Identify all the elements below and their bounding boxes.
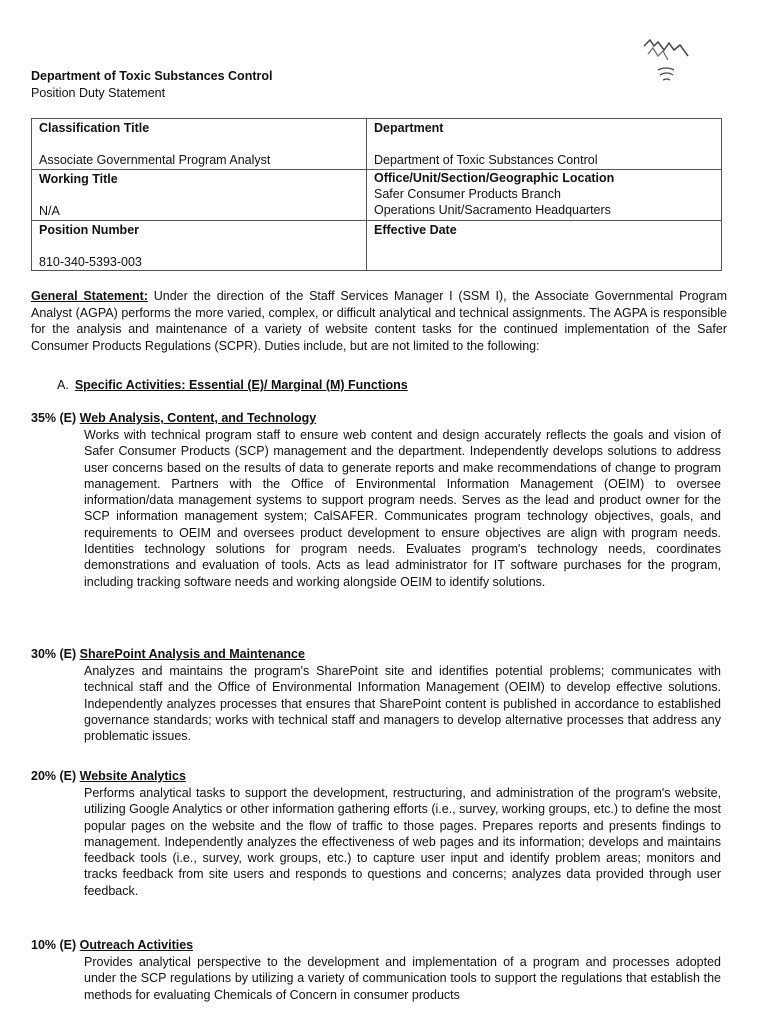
duty-description: Works with technical program staff to ensure web content and design accurately reflects the goals and vision of Safer Consumer Products (SCP) management and the department. Independently develops solutions to address user concerns based on the results of data to generate reports and make recommendations of change to program management. Partners with the Office of Environmental Information Management (OEIM) to oversee information/data management systems to support program needs. Serves as the lead and product owner for the SCP information management system; CalSAFER. Communicates program technology objectives, goals, and requirements to OEIM and oversees product development to ensure objectives are align with program needs. Identities technology solutions for program needs. Evaluates program's technology needs, coordinates demonstrations and evaluation of tools. Acts as lead administrator for IT software purchases for the program, including tracking software needs and working alongside OEIM to identify solutions. [84,428,721,589]
section-a-marker: A. [57,378,69,392]
general-statement-text: Under the direction of the Staff Services Manager I (SSM I), the Associate Governmental Program Analyst (AGPA) performs the more varied, complex, or difficult analytical and technical assignments. The AGPA is responsible for the analysis and maintenance of a variety of website content tasks for the continued implementation of the Safer Consumer Products Regulations (SCPR). Duties include, but are not limited to the following: [31,289,728,353]
duty-item [31,768,721,899]
effective-date-cell [367,221,722,271]
document-header [31,68,272,102]
location-label: Office/Unit/Section/Geographic Location [374,171,615,185]
duty-description: Performs analytical tasks to support the development, restructuring, and administration of the program's website, utilizing Google Analytics or other information gathering efforts (i.e., survey, working groups, etc.) to define the most popular pages on the website and the flow of traffic to those pages. Prepares reports and presents findings to management. Independently analyzes the effectiveness of web pages and its information; develops and maintains feedback tools (i.e., survey, work groups, etc.) to capture user input and identify problem areas; monitors and tracks feedback from site users and responds to questions and concerns; analyzes data provided through user feedback. [84,786,721,898]
general-statement [31,288,727,354]
working-title-label: Working Title [39,172,118,186]
position-number-label: Position Number [39,223,140,237]
duty-item [31,410,721,590]
general-statement-label: General Statement: [31,289,148,303]
duty-percent: 20% (E) [31,769,80,783]
department-cell [367,119,722,170]
duty-title: Website Analytics [79,769,186,783]
position-number-value: 810-340-5393-003 [39,255,142,269]
duty-title: Web Analysis, Content, and Technology [79,411,317,425]
classification-title-value: Associate Governmental Program Analyst [39,153,271,167]
classification-title-cell [32,119,367,170]
working-title-cell [32,170,367,221]
document-title: Position Duty Statement [31,86,166,100]
working-title-value: N/A [39,204,60,218]
department-value: Department of Toxic Substances Control [374,153,598,167]
section-a-heading [57,378,408,392]
duty-title: Outreach Activities [79,938,194,952]
organization-name: Department of Toxic Substances Control [31,69,273,83]
section-a-title: Specific Activities: Essential (E)/ Marginal (M) Functions [74,378,408,392]
dtsc-logo-icon [636,34,696,86]
duty-percent: 35% (E) [31,411,80,425]
duty-description: Analyzes and maintains the program's SharePoint site and identifies potential problems; communicates with technical staff and the Office of Environmental Information Management (OEIM) to develop effective solutions. Independently analyzes processes that ensures that SharePoint content is published in accordance to established governance standards; works with technical staff and managers to develop alternative processes that address any problematic issues. [84,664,721,744]
department-label: Department [374,121,444,135]
duty-percent: 30% (E) [31,647,80,661]
duty-item [31,937,721,1003]
position-number-cell [32,221,367,271]
duty-title: SharePoint Analysis and Maintenance [79,647,305,661]
duty-item [31,646,721,744]
position-info-table [31,118,722,271]
location-line-2: Operations Unit/Sacramento Headquarters [374,203,611,217]
effective-date-label: Effective Date [374,223,457,237]
location-cell [367,170,722,221]
location-line-1: Safer Consumer Products Branch [374,187,561,201]
classification-title-label: Classification Title [39,121,150,135]
duty-description: Provides analytical perspective to the development and implementation of a program and processes adopted under the SCP regulations by utilizing a variety of communication tools to support the regulations that establish the methods for evaluating Chemicals of Concern in consumer products [84,955,721,1002]
duty-percent: 10% (E) [31,938,80,952]
